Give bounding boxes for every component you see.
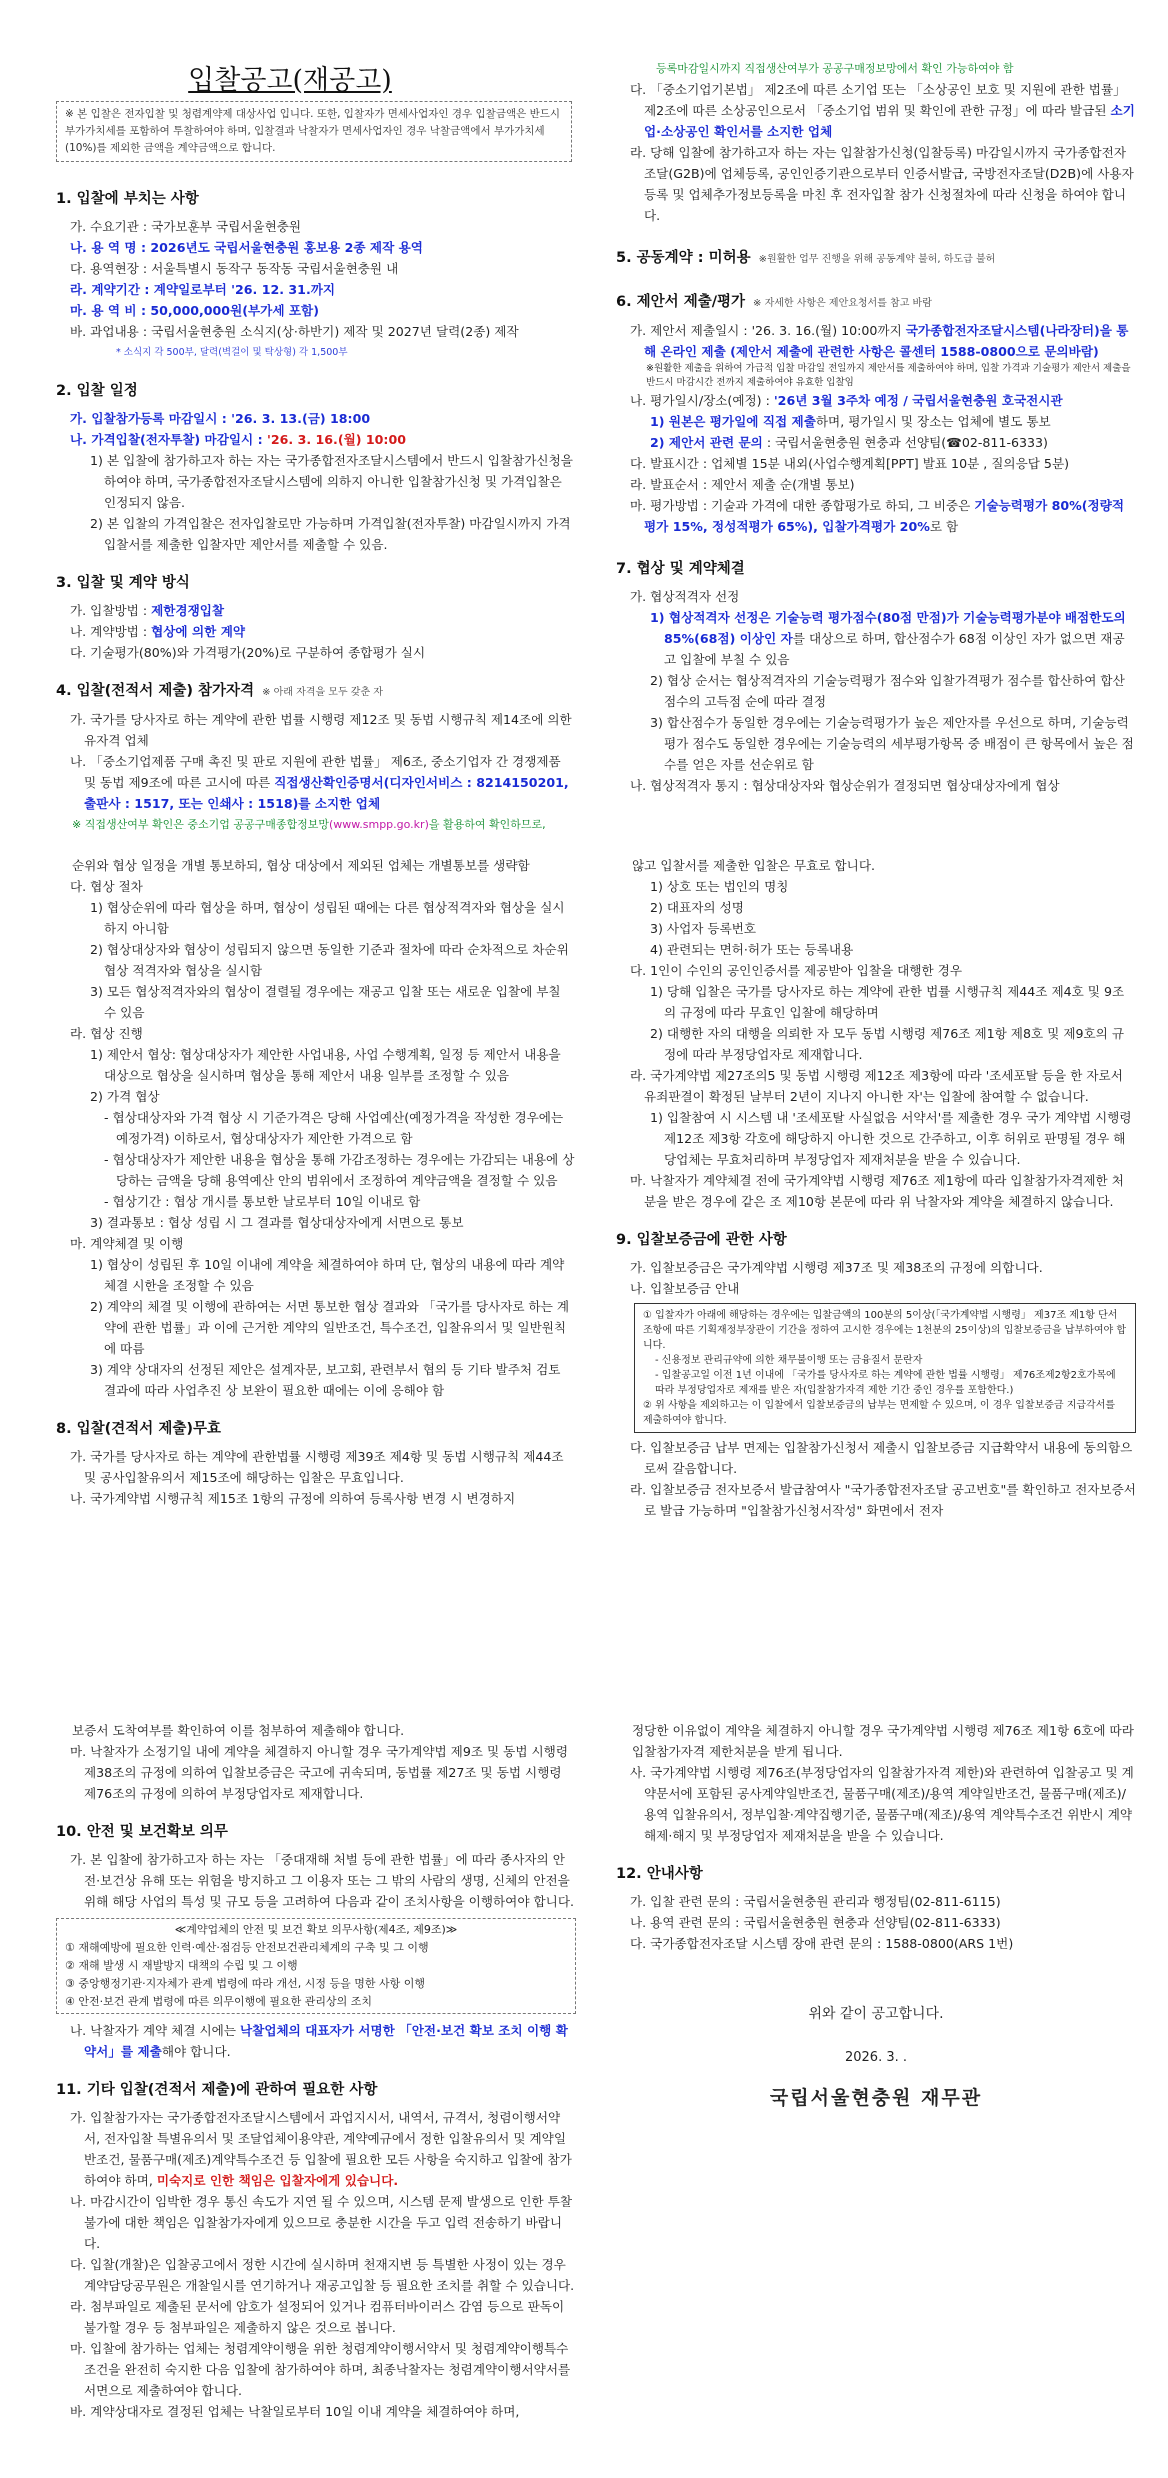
page3-right-column (616, 1720, 1136, 2109)
section-2-heading: 2. 입찰 일정 (56, 383, 138, 399)
section-9-heading: 9. 입찰보증금에 관한 사항 (616, 1232, 787, 1248)
s4-item-c (630, 79, 1136, 142)
s12-item-a: 가. 입찰 관련 문의 : 국립서울현충원 관리과 행정팀(02-811-6115) (630, 1894, 1001, 1909)
s10-item-a: 가. 본 입찰에 참가하고자 하는 자는 「중대재해 처벌 등에 관한 법률」에 따라 종사자의 안전·보건상 유해 또는 위험을 방지하고 그 이용자 또는 그 밖의 사람의 생명, 신체의 안전을 위해 해당 사업의 특성 및 규모 등을 고려하여 다음과 같이 조치사항을 이행하여야 합니다. (70, 1852, 575, 1909)
s12-item-b: 나. 용역 관련 문의 : 국립서울현충원 현충과 선양팀(02-811-6333) (630, 1915, 1001, 1930)
s10-item-b (70, 2020, 576, 2062)
s1-item-a: 가. 수요기관 : 국가보훈부 국립서울현충원 (70, 219, 302, 234)
s7-item-b-continued: 순위와 협상 일정을 개별 통보하되, 협상 대상에서 제외된 업체는 개별통보를 생략함 (72, 858, 530, 873)
s11-item-c: 다. 입찰(개찰)은 입찰공고에서 정한 시간에 실시하며 천재지변 등 특별한 사정이 있는 경우 계약담당공무원은 개찰일시를 연기하거나 재공고입찰 등 필요한 조치를 취할 수 있습니다. (70, 2257, 575, 2293)
s6-item-c: 다. 발표시간 : 업체별 15분 내외(사업수행계획[PPT] 발표 10분 , 질의응답 5분) (630, 456, 1070, 471)
s11-item-e: 마. 입찰에 참가하는 업체는 청렴계약이행을 위한 청렴계약이행서약서 및 청렴계약이행특수조건을 완전히 숙지한 다음 입찰에 참가하여야 하며, 최종낙찰자는 청렴계약이행서약서를 서면으로 제출하여야 합니다. (70, 2341, 571, 2398)
s4-item-c-text: 다. 「중소기업기본법」 제2조에 따른 소기업 또는 「소상공인 보호 및 지원에 관한 법률」 제2조에 따른 소상공인으로서 「중소기업 범위 및 확인에 관한 규정」에 따라 발급된 (630, 82, 1126, 118)
page2-left-column (56, 855, 576, 1509)
s7-item-a1 (650, 607, 1136, 670)
deposit-info-2: ② 위 사항을 제외하고는 이 입찰에서 입찰보증금의 납부는 면제할 수 있으며, 이 경우 입찰보증금 지급각서를 제출하여야 합니다. (643, 1400, 1116, 1426)
s6-item-b1-highlight: 1) 원본은 평가일에 직접 제출 (650, 414, 816, 429)
s7-item-a3: 3) 합산점수가 동일한 경우에는 기술능력평가가 높은 제안자를 우선으로 하며, 기술능력평가 점수도 동일한 경우에는 기술능력의 세부평가항목 중 배점이 큰 항목에서 높은 점수를 얻은 자를 선순위로 함 (650, 715, 1134, 772)
s3-item-b-value: 협상에 의한 계약 (151, 624, 246, 639)
s7-item-e2: 2) 계약의 체결 및 이행에 관하여는 서면 통보한 협상 결과와 「국가를 당사자로 하는 계약에 관한 법률」과 이에 근거한 계약의 일반조건, 특수조건, 입찰유의서 및 일반원칙에 따름 (90, 1299, 570, 1356)
s6-item-d: 라. 발표순서 : 제안서 제출 순(개별 통보) (630, 477, 855, 492)
s9-item-e: 마. 낙찰자가 소정기일 내에 계약을 체결하지 아니할 경우 국가계약법 제9조 및 동법 시행령 제38조의 규정에 의하여 입찰보증금은 국고에 귀속되며, 동법률 제27조 및 동법 시행령 제76조의 규정에 의하여 부정당업자로 제재합니다. (70, 1744, 569, 1801)
notice-box: ※ 본 입찰은 전자입찰 및 청렴계약제 대상사업 입니다. 또한, 입찰자가 면세사업자인 경우 입찰금액은 반드시 부가가치세를 포함하여 투찰하여야 하며, 입찰결과 낙찰자가 면세사업자인 경우 낙찰금액에서 부가가치세(10%)를 제외한 금액을 계약금액으로 합니다. (56, 101, 572, 162)
s7-item-d2b: - 협상대상자가 제안한 내용을 협상을 통해 가감조정하는 경우에는 가감되는 내용에 상당하는 금액을 당해 용역예산 안의 범위에서 조정하여 계약금액을 결정할 수 있음 (104, 1152, 575, 1188)
s6-item-e-text: 마. 평가방법 : 기술과 가격에 대한 종합평가로 하되, 그 비중은 (630, 498, 975, 513)
s4-note-text-end: 을 활용하여 확인하므로, (428, 818, 546, 831)
s6-item-a-text: 가. 제안서 제출일시 : '26. 3. 16.(월) 10:00까지 (630, 323, 906, 338)
s6-item-a-highlight: 국가종합전자조달시스템(나라장터)을 통해 온라인 제출 (제안서 제출에 관련한 사항은 콜센터 1588-0800으로 문의바람) (644, 323, 1129, 359)
s8-item-d: 라. 국가계약법 제27조의5 및 동법 시행령 제12조 제3항에 따라 '조세포탈 등을 한 자로서 유죄판결이 확정된 날부터 2년이 지나지 아니한 자'는 입찰에 참여할 수 없습니다. (630, 1068, 1123, 1104)
s2-item-b-deadline: '26. 3. 16.(월) 10:00 (267, 432, 406, 447)
s11-item-a (70, 2107, 576, 2191)
s4-item-d: 라. 당해 입찰에 참가하고자 하는 자는 입찰참가신청(입찰등록) 마감일시까지 국가종합전자조달(G2B)에 업체등록, 공인인증기관으로부터 인증서발급, 국방전자조달(D2B)에 사용자 등록 및 업체추가정보등록을 마친 후 전자입찰 참가 신청절차에 따라 신청을 하여야 합니다. (630, 145, 1134, 223)
s7-item-a2: 2) 협상 순서는 협상적격자의 기술능력평가 점수와 입찰가격평가 점수를 합산하여 합산점수의 고득점 순에 따라 결정 (650, 673, 1125, 709)
issuing-organization: 국립서울현충원 재무관 (769, 2087, 983, 2109)
s6-item-b1-text: 하며, 평가일시 및 장소는 업체에 별도 통보 (815, 414, 1051, 429)
s4-item-b-text: 나. 「중소기업제품 구매 촉진 및 판로 지원에 관한 법률」 제6조, 중소기업자 간 경쟁제품 및 동법 제9조에 따른 고시에 따른 (70, 754, 561, 790)
section-10-heading: 10. 안전 및 보건확보 의무 (56, 1824, 228, 1840)
s9-item-c: 다. 입찰보증금 납부 면제는 입찰참가신청서 제출시 입찰보증금 지급확약서 내용에 동의함으로써 갈음합니다. (630, 1440, 1133, 1476)
s6-item-b2-text: : 국립서울현충원 현충과 선양팀(☎02-811-6333) (762, 435, 1048, 450)
deposit-info-1b: - 입찰공고일 이전 1년 이내에 「국가를 당사자로 하는 계약에 관한 법률 시행령」 제76조제2항2호가목에 따라 부정당업자로 제재를 받은 자(입찰참가자격 제한 기간 중인 경우를 포함한다.) (655, 1370, 1116, 1396)
s4-item-c-highlight: 소기업·소상공인 확인서를 소지한 업체 (644, 103, 1135, 139)
s7-item-c3: 3) 모든 협상적격자와의 협상이 결렬될 경우에는 재공고 입찰 또는 새로운 입찰에 부칠 수 있음 (90, 984, 561, 1020)
s4-note (72, 814, 576, 835)
s4-item-b-highlight: 직접생산확인증명서(디자인서비스 : 8214150201, 출판사 : 1517, 또는 인쇄사 : 1518)를 소지한 업체 (84, 775, 569, 811)
s8-item-c: 다. 1인이 수인의 공인인증서를 제공받아 입찰을 대행한 경우 (630, 963, 963, 978)
s7-item-a1-highlight: 1) 협상적격자 선정은 기술능력 평가점수(80점 만점)가 기술능력평가분야 배점한도의 85%(68점) 이상인 자 (650, 610, 1126, 646)
s6-item-b2-highlight: 2) 제안서 관련 문의 (650, 435, 763, 450)
s7-item-d3: 3) 결과통보 : 협상 성립 시 그 결과를 협상대상자에게 서면으로 통보 (90, 1215, 464, 1230)
s7-item-d: 라. 협상 진행 (70, 1026, 143, 1041)
deposit-info-1: ① 입찰자가 아래에 해당하는 경우에는 입찰금액의 100분의 5이상(「국가계약법 시행령」 제37조 제1항 단서조항에 따른 기획재정부장관이 기간을 정하여 고시한 경우에는 1천분의 25이상)의 입찰보증금을 납부하여야 합니다. (643, 1310, 1126, 1351)
s7-item-d2a: - 협상대상자와 가격 협상 시 기준가격은 당해 사업예산(예정가격을 작성한 경우에는 예정가격) 이하로서, 협상대상자가 제안한 가격으로 함 (104, 1110, 564, 1146)
s1-item-d: 라. 계약기간 : 계약일로부터 '26. 12. 31.까지 (70, 282, 336, 297)
s2-item-a: 가. 입찰참가등록 마감일시 : '26. 3. 13.(금) 18:00 (70, 411, 371, 426)
s8-item-d1: 1) 입찰참여 시 시스템 내 '조세포탈 사실없음 서약서'를 제출한 경우 국가 계약법 시행령 제12조 제3항 각호에 해당하지 아니한 것으로 간주하고, 이후 허위로 판명될 경우 해당업체는 무효처리하며 부정당업자 제재처분을 받을 수 있습니다. (650, 1110, 1132, 1167)
s1-item-f-note: * 소식지 각 500부, 달력(벽걸이 및 탁상형) 각 1,500부 (116, 347, 348, 358)
section-5-title: 5. 공동계약 : 미허용 (616, 250, 751, 266)
page3-left-column (56, 1720, 576, 2422)
s11-item-a-warning: 미숙지로 인한 책임은 입찰자에게 있습니다. (156, 2173, 399, 2188)
s11-item-f: 바. 계약상대자로 결정된 업체는 낙찰일로부터 10일 이내 계약을 체결하여야 하며, (70, 2404, 520, 2419)
s12-item-c: 다. 국가종합전자조달 시스템 장애 관련 문의 : 1588-0800(ARS 1번) (630, 1936, 1014, 1951)
s11-item-g: 사. 국가계약법 시행령 제76조(부정당업자의 입찰참가자격 제한)와 관련하여 입찰공고 및 계약문서에 포함된 공사계약일반조건, 물품구매(제조)/용역 계약일반조건, 물품구매(제조)/용역 입찰유의서, 정부입찰·계약집행기준, 물품구매(제조)/용역 계약특수조건 위반시 계약해제·해지 및 부정당업자 제재처분을 받을 수 있습니다. (630, 1765, 1134, 1843)
s8-item-a: 가. 국가를 당사자로 하는 계약에 관한법률 시행령 제39조 제4항 및 동법 시행규칙 제44조 및 공사입찰유의서 제15조에 해당하는 입찰은 무효입니다. (70, 1449, 564, 1485)
s10-item-b-end: 해야 합니다. (161, 2044, 231, 2059)
s8-item-b: 나. 국가계약법 시행규칙 제15조 1항의 규정에 의하여 등록사항 변경 시 변경하지 (70, 1491, 516, 1506)
page2-right-column (616, 855, 1136, 1521)
s8-item-b1: 1) 상호 또는 법인의 명칭 (650, 879, 789, 894)
section-5-heading (616, 248, 1136, 270)
section-1-heading: 1. 입찰에 부치는 사항 (56, 191, 199, 207)
s7-item-c2: 2) 협상대상자와 협상이 성립되지 않으면 동일한 기준과 절차에 따라 순차적으로 차순위협상 적격자와 협상을 실시함 (90, 942, 569, 978)
s10-item-b-text: 나. 낙찰자가 계약 체결 시에는 (70, 2023, 241, 2038)
s7-item-a1-text: 를 대상으로 하며, 합산점수가 68점 이상인 자가 없으면 재공고 입찰에 부칠 수 있음 (664, 631, 1125, 667)
s7-item-c1: 1) 협상순위에 따라 협상을 하며, 협상이 성립된 때에는 다른 협상적격자와 협상을 실시하지 아니함 (90, 900, 565, 936)
s7-item-b: 나. 협상적격자 통지 : 협상대상자와 협상순위가 결정되면 협상대상자에게 협상 (630, 778, 1060, 793)
deposit-info-box (634, 1303, 1136, 1433)
s1-item-f: 바. 과업내용 : 국립서울현충원 소식지(상·하반기) 제작 및 2027년 달력(2종) 제작 (70, 324, 519, 339)
s7-item-d2c: - 협상기간 : 협상 개시를 통보한 날로부터 10일 이내로 함 (104, 1194, 421, 1209)
page1-right-column (616, 58, 1136, 796)
s2-item-b (70, 429, 576, 450)
section-6-note: ※ 자세한 사항은 제안요청서를 참고 바람 (753, 298, 932, 309)
s1-item-e: 마. 용 역 비 : 50,000,000원(부가세 포함) (70, 303, 319, 318)
s9-item-a: 가. 입찰보증금은 국가계약법 시행령 제37조 및 제38조의 규정에 의합니다. (630, 1260, 1043, 1275)
s7-item-e3: 3) 계약 상대자의 선정된 제안은 설계자문, 보고회, 관련부서 협의 등 기타 발주처 검토 결과에 따라 사업추진 상 보완이 필요한 때에는 이에 응해야 함 (90, 1362, 561, 1398)
section-8-heading: 8. 입찰(견적서 제출)무효 (56, 1421, 222, 1437)
s7-item-c: 다. 협상 절차 (70, 879, 143, 894)
s8-item-c1: 1) 당해 입찰은 국가를 당사자로 하는 계약에 관한 법률 시행규칙 제44조 제4호 및 9조의 규정에 따라 무효인 입찰에 해당하며 (650, 984, 1125, 1020)
s6-item-e-highlight: 기술능력평가 80%(정량적평가 15%, 정성적평가 65%), 입찰가격평가 20% (644, 498, 1125, 534)
s7-item-d2: 2) 가격 협상 (90, 1089, 160, 1104)
s9-item-d-continued: 보증서 도착여부를 확인하여 이를 첨부하여 제출해야 합니다. (72, 1723, 405, 1738)
section-5-note: ※원활한 업무 진행을 위해 공동계약 불허, 하도급 불허 (758, 254, 996, 265)
s6-item-b-highlight: '26년 3월 3주차 예정 / 국립서울현충원 호국전시관 (773, 393, 1063, 408)
closing-statement: 위와 같이 공고합니다. (808, 2006, 944, 2022)
s4-note-text: ※ 직접생산여부 확인은 중소기업 공공구매종합정보망 (72, 818, 329, 831)
s1-item-c: 다. 용역현장 : 서울특별시 동작구 동작동 국립서울현충원 내 (70, 261, 399, 276)
s11-item-f-continued: 정당한 이유없이 계약을 체결하지 아니할 경우 국가계약법 시행령 제76조 제1항 6호에 따라 입찰참가자격 제한처분을 받게 됩니다. (632, 1723, 1134, 1759)
s2-item-b1: 1) 본 입찰에 참가하고자 하는 자는 국가종합전자조달시스템에서 반드시 입찰참가신청을 하여야 하며, 국가종합전자조달시스템에 의하지 아니한 입찰참가신청 및 가격입찰은 인정되지 않음. (90, 453, 573, 510)
s7-item-d1: 1) 제안서 협상: 협상대상자가 제안한 사업내용, 사업 수행계획, 일정 등 제안서 내용을 대상으로 협상을 실시하며 협상을 통해 제안서 내용 일부를 조정할 수 있음 (90, 1047, 561, 1083)
page-title: 입찰공고(재공고) (188, 65, 392, 96)
s1-item-b: 나. 용 역 명 : 2026년도 국립서울현충원 홍보용 2종 제작 용역 (70, 240, 423, 255)
s6-item-b2 (650, 432, 1136, 453)
safety-box-title: ≪계약업체의 안전 및 보건 확보 의무사항(제4조, 제9조)≫ (174, 1923, 458, 1936)
s3-item-a-value: 제한경쟁입찰 (151, 603, 225, 618)
s6-item-a (630, 320, 1136, 362)
s11-item-b: 나. 마감시간이 임박한 경우 통신 속도가 지연 될 수 있으며, 시스템 문제 발생으로 인한 투찰불가에 대한 책임은 입찰참가자에게 있으므로 충분한 시간을 두고 입력 전송하기 바랍니다. (70, 2194, 573, 2251)
s6-item-e-end: 로 함 (929, 519, 959, 534)
safety-obligation-3: ③ 중앙행정기관·지자체가 관계 법령에 따라 개선, 시정 등을 명한 사항 이행 (65, 1977, 425, 1990)
section-6-heading (616, 292, 1136, 314)
s3-item-b (70, 621, 576, 642)
section-4-heading (56, 681, 576, 703)
s10-item-b-highlight: 낙찰업체의 대표자가 서명한 「안전·보건 확보 조치 이행 확약서」를 제출 (84, 2023, 568, 2059)
safety-obligation-4: ④ 안전·보건 관계 법령에 따른 의무이행에 필요한 관리상의 조치 (65, 1995, 372, 2008)
s8-item-b-continued: 않고 입찰서를 제출한 입찰은 무효로 합니다. (632, 858, 875, 873)
s6-item-a-note: ※원활한 제출을 위하여 가급적 입찰 마감일 전일까지 제안서를 제출하여야 하며, 입찰 가격과 기술평가 제안서 제출을 반드시 마감시간 전까지 제출하여야 유효한 입찰임 (646, 363, 1131, 388)
s9-item-b: 나. 입찰보증금 안내 (630, 1281, 740, 1296)
section-3-heading: 3. 입찰 및 계약 방식 (56, 575, 190, 591)
section-7-heading: 7. 협상 및 계약체결 (616, 561, 745, 577)
section-11-heading: 11. 기타 입찰(견적서 제출)에 관하여 필요한 사항 (56, 2082, 378, 2098)
s8-item-c2: 2) 대행한 자의 대행을 의뢰한 자 모두 동법 시행령 제76조 제1항 제8호 및 제9호의 규정에 따라 부정당업자로 제재합니다. (650, 1026, 1124, 1062)
s8-item-b3: 3) 사업자 등록번호 (650, 921, 757, 936)
section-6-title: 6. 제안서 제출/평가 (616, 294, 746, 310)
s7-item-e: 마. 계약체결 및 이행 (70, 1236, 184, 1251)
deposit-info-1a: - 신용정보 관리규약에 의한 채무불이행 또는 금융질서 문란자 (655, 1355, 923, 1366)
safety-obligation-2: ② 재해 발생 시 재발방지 대책의 수립 및 그 이행 (65, 1959, 298, 1972)
section-12-heading: 12. 안내사항 (616, 1866, 703, 1882)
s11-item-a-text: 가. 입찰참가자는 국가종합전자조달시스템에서 과업지시서, 내역서, 규격서, 청렴이행서약서, 전자입찰 특별유의서 및 조달업체이용약관, 계약예규에서 정한 입찰유의서 및 계약일반조건, 물품구매(제조)계약특수조건 등 입찰에 필요한 모든 사항을 숙지하고 입찰에 참가하여야 하며, (70, 2110, 572, 2188)
s3-item-c: 다. 기술평가(80%)와 가격평가(20%)로 구분하여 종합평가 실시 (70, 645, 426, 660)
safety-obligation-1: ① 재해예방에 필요한 인력·예산·점검등 안전보건관리체계의 구축 및 그 이행 (65, 1941, 429, 1954)
s4-note-continued: 등록마감일시까지 직접생산여부가 공공구매정보망에서 확인 가능하여야 함 (656, 62, 1014, 75)
s9-item-d: 라. 입찰보증금 전자보증서 발급참여사 "국가종합전자조달 공고번호"를 확인하고 전자보증서로 발급 가능하며 "입찰참가신청서작성" 화면에서 전자 (630, 1482, 1136, 1518)
s11-item-d: 라. 첨부파일로 제출된 문서에 암호가 설정되어 있거나 컴퓨터바이러스 감염 등으로 판독이 불가할 경우 등 첨부파일은 제출하지 않은 것으로 봅니다. (70, 2299, 565, 2335)
s3-item-a (70, 600, 576, 621)
s7-item-a: 가. 협상적격자 선정 (630, 589, 740, 604)
s4-item-b (70, 751, 576, 814)
s6-item-e (630, 495, 1136, 537)
s7-item-e1: 1) 협상이 성립된 후 10일 이내에 계약을 체결하여야 하며 단, 협상의 내용에 따라 계약체결 시한을 조정할 수 있음 (90, 1257, 565, 1293)
section-4-note: ※ 아래 자격을 모두 갖춘 자 (262, 687, 383, 698)
s3-item-b-label: 나. 계약방법 : (70, 624, 152, 639)
section-4-title: 4. 입찰(전적서 제출) 참가자격 (56, 683, 255, 699)
s6-item-b (630, 390, 1136, 411)
s2-item-b-label: 나. 가격입찰(전자투찰) 마감일시 : (70, 432, 268, 447)
s4-note-link[interactable]: (www.smpp.go.kr) (328, 818, 429, 831)
page1-left-column (56, 175, 576, 835)
s8-item-b2: 2) 대표자의 성명 (650, 900, 744, 915)
s8-item-e: 마. 낙찰자가 계약체결 전에 국가계약법 시행령 제76조 제1항에 따라 입찰참가자격제한 처분을 받은 경우에 같은 조 제10항 본문에 따라 위 낙찰자와 계약을 체결하지 않습니다. (630, 1173, 1124, 1209)
s3-item-a-label: 가. 입찰방법 : (70, 603, 152, 618)
safety-obligations-box (56, 1918, 576, 2014)
announcement-date: 2026. 3. . (844, 2050, 908, 2065)
s8-item-b4: 4) 관련되는 면허·허가 또는 등록내용 (650, 942, 854, 957)
s6-item-b1 (650, 411, 1136, 432)
s6-item-b-text: 나. 평가일시/장소(예정) : (630, 393, 774, 408)
s4-item-a: 가. 국가를 당사자로 하는 계약에 관한 법률 시행령 제12조 및 동법 시행규칙 제14조에 의한 유자격 업체 (70, 712, 572, 748)
s2-item-b2: 2) 본 입찰의 가격입찰은 전자입찰로만 가능하며 가격입찰(전자투찰) 마감일시까지 가격입찰서를 제출한 입찰자만 제안서를 제출할 수 있음. (90, 516, 571, 552)
